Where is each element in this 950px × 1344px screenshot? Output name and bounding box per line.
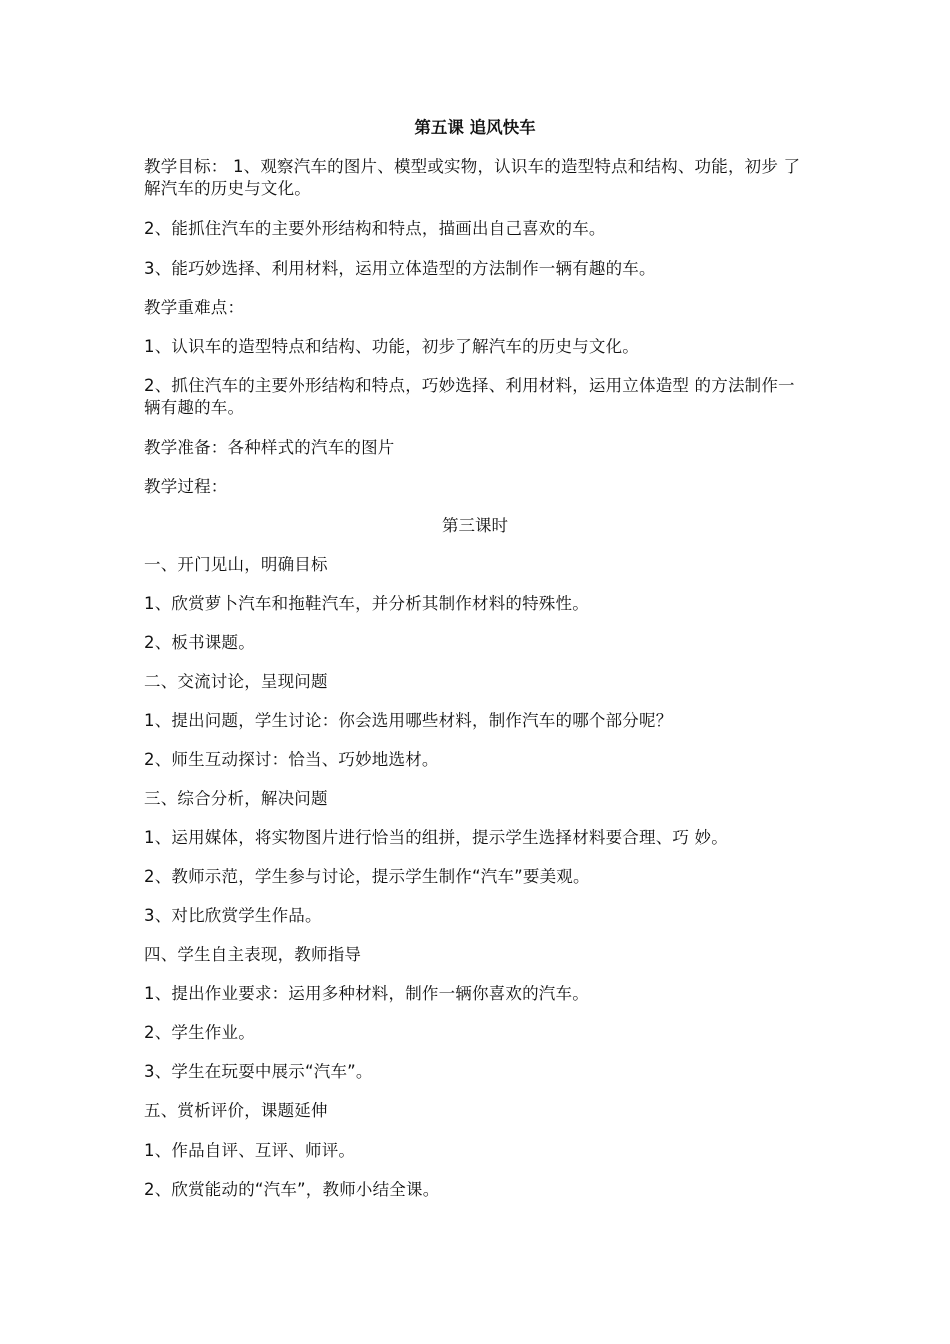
section-4-heading: 四、学生自主表现，教师指导 [144,945,362,964]
document-title: 第五课 追风快车 [414,118,536,137]
section-3-item-1: 1、运用媒体，将实物图片进行恰当的组拼，提示学生选择材料要合理、巧 妙。 [144,828,728,847]
section-1-item-2: 2、板书课题。 [144,633,255,652]
period-heading: 第三课时 [442,516,508,535]
objectives-paragraph: 教学目标： 1、观察汽车的图片、模型或实物，认识车的造型特点和结构、功能，初步 了解汽车的历史与文化。 [144,157,801,198]
section-5-heading: 五、赏析评价，课题延伸 [144,1101,328,1120]
key-point-1: 1、认识车的造型特点和结构、功能，初步了解汽车的历史与文化。 [144,337,639,356]
section-1-heading: 一、开门见山，明确目标 [144,555,328,574]
section-2-item-1: 1、提出问题，学生讨论：你会选用哪些材料，制作汽车的哪个部分呢？ [144,711,673,730]
key-points-heading: 教学重难点： [144,298,245,317]
section-2-item-2: 2、师生互动探讨：恰当、巧妙地选材。 [144,750,439,769]
section-4-item-1: 1、提出作业要求：运用多种材料，制作一辆你喜欢的汽车。 [144,984,589,1003]
section-3-item-2: 2、教师示范，学生参与讨论，提示学生制作“汽车”要美观。 [144,867,590,886]
section-4-item-2: 2、学生作业。 [144,1023,255,1042]
section-2-heading: 二、交流讨论，呈现问题 [144,672,328,691]
section-4-item-3: 3、学生在玩耍中展示“汽车”。 [144,1062,373,1081]
section-3-heading: 三、综合分析，解决问题 [144,789,328,808]
section-5-item-2: 2、欣赏能动的“汽车”，教师小结全课。 [144,1180,440,1199]
section-5-item-1: 1、作品自评、互评、师评。 [144,1141,356,1160]
objective-item-3: 3、能巧妙选择、利用材料，运用立体造型的方法制作一辆有趣的车。 [144,259,656,278]
objective-item-2: 2、能抓住汽车的主要外形结构和特点，描画出自己喜欢的车。 [144,219,606,238]
key-point-2: 2、抓住汽车的主要外形结构和特点，巧妙选择、利用材料，运用立体造型 的方法制作一辆有趣的车。 [144,376,795,417]
section-1-item-1: 1、欣赏萝卜汽车和拖鞋汽车，并分析其制作材料的特殊性。 [144,594,589,613]
process-heading: 教学过程： [144,477,228,496]
section-3-item-3: 3、对比欣赏学生作品。 [144,906,322,925]
preparation-line: 教学准备：各种样式的汽车的图片 [144,438,395,457]
